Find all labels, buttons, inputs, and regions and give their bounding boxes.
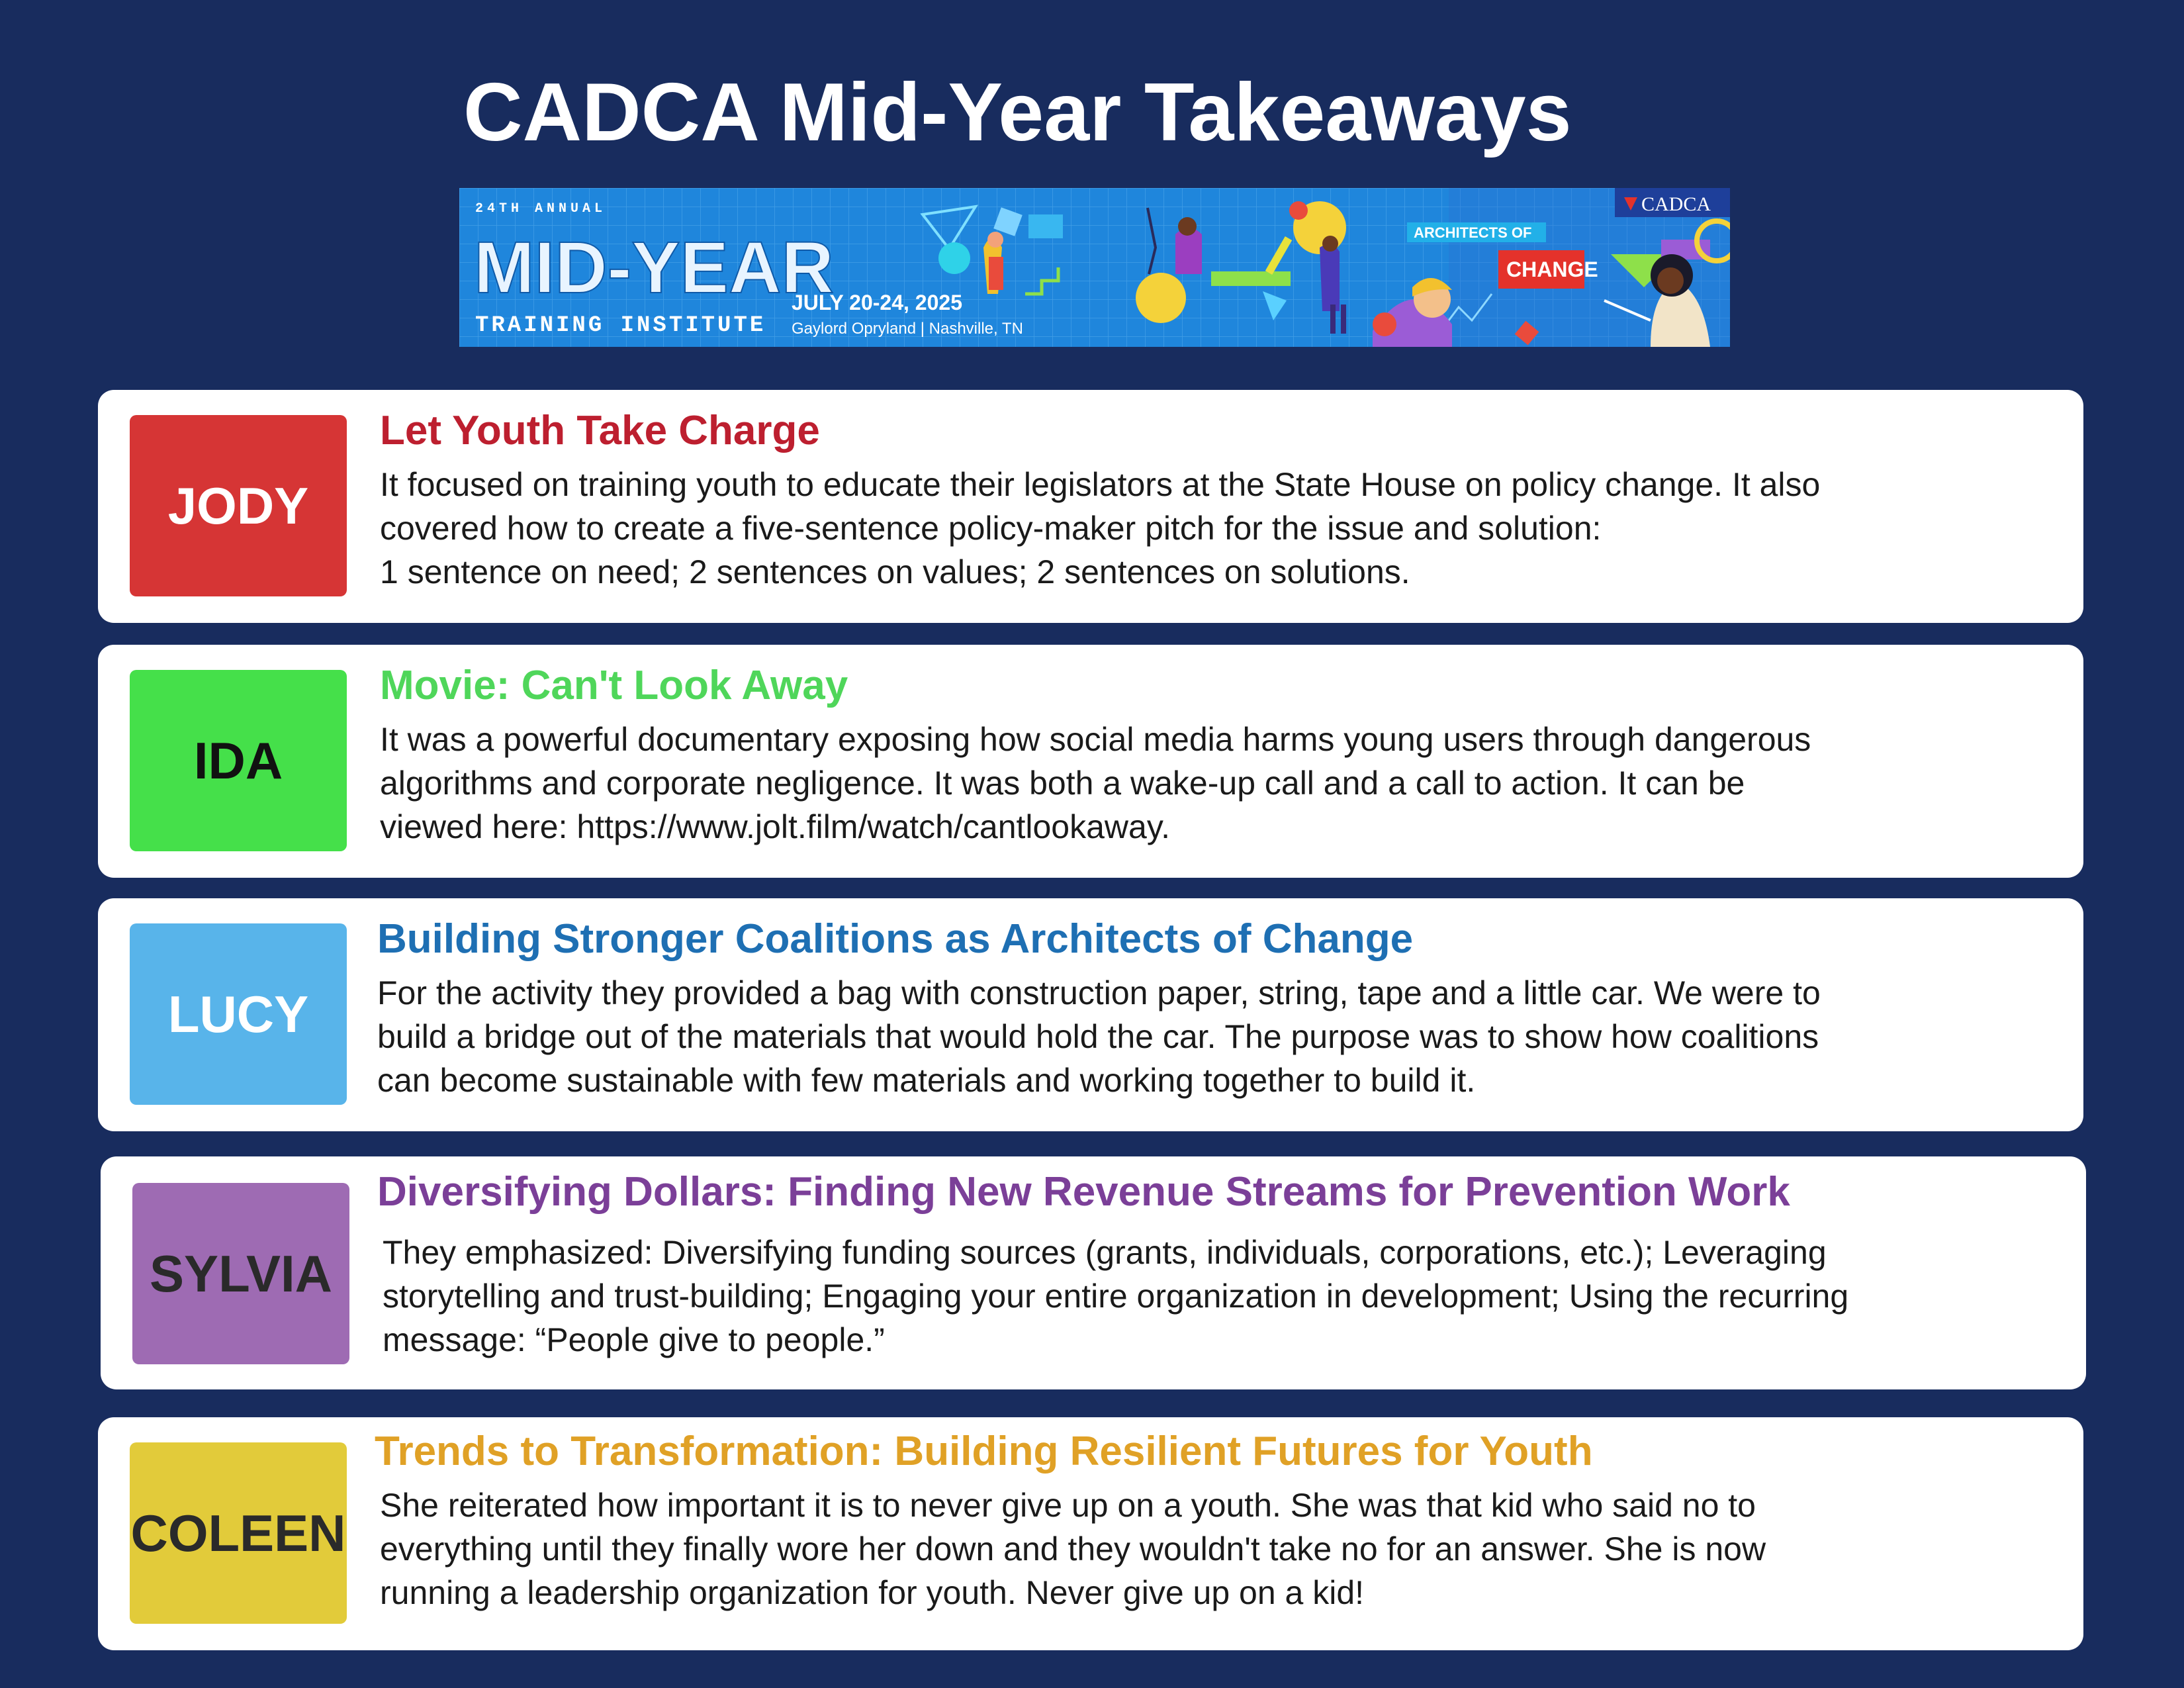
name-badge-lucy: LUCY [130,923,347,1105]
body-line: everything until they finally wore her down and they wouldn't take no for an answer. She is now [380,1530,1766,1568]
banner-edition: 24TH ANNUAL [475,201,607,216]
banner-name: MID-YEAR [474,227,834,308]
banner-theme-top: ARCHITECTS OF [1414,224,1532,241]
name-badge-sylvia: SYLVIA [132,1183,349,1364]
takeaway-card-jody [98,390,2083,623]
body-line: They emphasized: Diversifying funding sources (grants, individuals, corporations, etc.); Leveraging [383,1234,1827,1271]
card-body [380,1483,2054,1615]
card-body [380,718,2054,849]
card-title: Movie: Can't Look Away [380,663,848,708]
body-line: She reiterated how important it is to never give up on a youth. She was that kid who said no to [380,1487,1756,1524]
body-line: can become sustainable with few materials and working together to build it. [377,1062,1476,1099]
banner-graphic [459,188,1730,347]
banner-subtitle: TRAINING INSTITUTE [475,313,766,338]
body-line: It was a powerful documentary exposing how social media harms young users through dangerous [380,721,1811,758]
takeaway-card-sylvia [101,1156,2086,1389]
takeaway-card-ida [98,645,2083,878]
card-body [380,463,2054,594]
body-line: message: “People give to people.” [383,1321,885,1358]
banner-dates: JULY 20-24, 2025 [792,291,962,314]
name-badge-ida: IDA [130,670,347,851]
body-line: 1 sentence on need; 2 sentences on values; 2 sentences on solutions. [380,553,1410,590]
body-line: It focused on training youth to educate their legislators at the State House on policy change. It also [380,466,1821,503]
card-body [377,971,2052,1102]
banner-logo: CADCA [1641,193,1711,215]
name-badge-coleen: COLEEN [130,1442,347,1624]
body-line: running a leadership organization for youth. Never give up on a kid! [380,1574,1365,1611]
card-body [383,1231,2057,1362]
banner-theme-bottom: CHANGE [1506,258,1598,281]
page-title: CADCA Mid-Year Takeaways [463,67,1572,158]
card-title: Building Stronger Coalitions as Architects of Change [377,916,1414,962]
event-banner [459,188,1730,347]
banner-venue: Gaylord Opryland | Nashville, TN [792,320,1023,338]
body-line: viewed here: https://www.jolt.film/watch/cantlookaway. [380,808,1171,845]
takeaway-card-coleen [98,1417,2083,1650]
name-badge-jody: JODY [130,415,347,596]
body-line: storytelling and trust-building; Engaging your entire organization in development; Using the recurring [383,1278,1849,1315]
body-line: For the activity they provided a bag with construction paper, string, tape and a little car. We were to [377,974,1821,1011]
takeaway-card-lucy [98,898,2083,1131]
body-line: build a bridge out of the materials that would hold the car. The purpose was to show how coalitions [377,1018,1819,1055]
card-title: Diversifying Dollars: Finding New Revenue Streams for Prevention Work [377,1169,1790,1215]
body-line: algorithms and corporate negligence. It was both a wake-up call and a call to action. It can be [380,765,1745,802]
card-title: Let Youth Take Charge [380,408,820,453]
body-line: covered how to create a five-sentence policy-maker pitch for the issue and solution: [380,510,1602,547]
card-title: Trends to Transformation: Building Resilient Futures for Youth [375,1429,1593,1474]
